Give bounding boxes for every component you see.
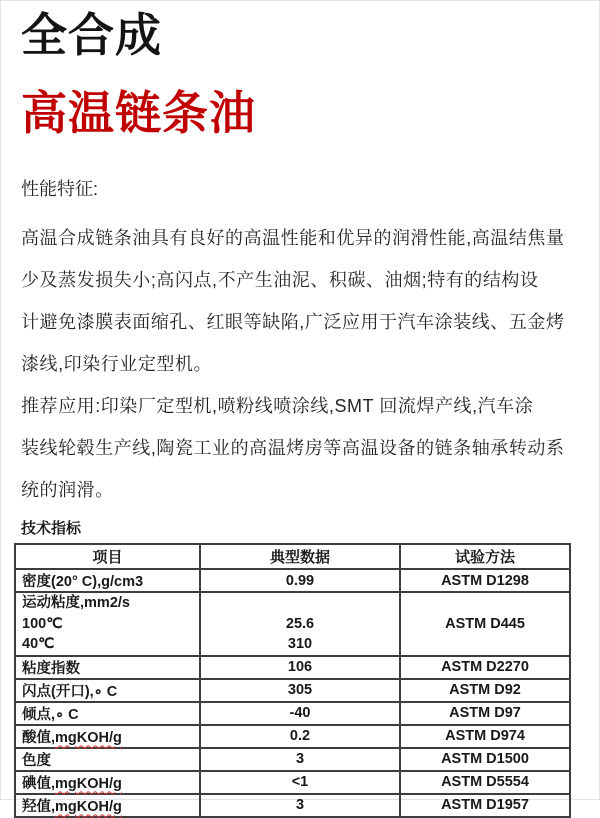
spec-item-text: 酸值, (22, 729, 56, 746)
spec-item-text: 羟值, (22, 798, 56, 815)
paragraph-line: 统的润滑。 (21, 480, 114, 500)
typical-data-cell: 0.2 (200, 725, 400, 748)
cell-line: 25.6 (285, 615, 315, 632)
performance-section-label: 性能特征: (21, 179, 99, 199)
test-method-cell: ASTM D5554 (400, 771, 570, 794)
spec-table-row (15, 794, 570, 817)
spec-table-row (15, 569, 570, 592)
performance-paragraph (21, 217, 579, 385)
cell-line: 100℃ (22, 615, 63, 632)
spec-item-text: 倾点,∘ C (22, 706, 79, 723)
typical-data-cell: 3 (200, 748, 400, 771)
spec-item-cell (15, 569, 200, 592)
product-title-line2: 高温链条油 (21, 87, 256, 139)
column-header-typical-data: 典型数据 (200, 544, 400, 569)
test-method-cell: ASTM D1500 (400, 748, 570, 771)
paragraph-line: 计避免漆膜表面缩孔、红眼等缺陷,广泛应用于汽车涂装线、五金烤 (21, 312, 565, 332)
application-paragraph (21, 385, 579, 511)
typical-data-cell (200, 592, 400, 656)
spec-table-row (15, 656, 570, 679)
paragraph-line: 少及蒸发损失小;高闪点,不产生油泥、积碳、油烟;特有的结构设 (21, 270, 539, 290)
paragraph-line: 推荐应用:印染厂定型机,喷粉线喷涂线,SMT 回流焊产线,汽车涂 (21, 396, 534, 416)
cell-line: ASTM D445 (445, 615, 525, 632)
test-method-cell: ASTM D1298 (400, 569, 570, 592)
spec-item-cell (15, 702, 200, 725)
typical-data-cell: 106 (200, 656, 400, 679)
product-title-line1: 全合成 (21, 9, 162, 61)
typical-data-cell: 0.99 (200, 569, 400, 592)
spec-item-cell (15, 748, 200, 771)
typical-data-cell: -40 (200, 702, 400, 725)
test-method-cell: ASTM D1957 (400, 794, 570, 817)
spec-table-label: 技术指标 (21, 520, 82, 537)
spec-item-cell (15, 679, 200, 702)
test-method-cell: ASTM D97 (400, 702, 570, 725)
spec-item-cell (15, 592, 200, 656)
typical-data-cell: 305 (200, 679, 400, 702)
test-method-cell: ASTM D92 (400, 679, 570, 702)
spec-item-cell (15, 771, 200, 794)
spec-table-header-row (15, 544, 570, 569)
typical-data-cell: 3 (200, 794, 400, 817)
cell-line (401, 634, 569, 655)
test-method-cell (400, 592, 570, 656)
spec-item-text: 粘度指数 (22, 660, 80, 677)
column-header-test-method: 试验方法 (400, 544, 570, 569)
spec-table-row (15, 771, 570, 794)
cell-line (201, 593, 399, 614)
cell-line: 运动粘度,mm2/s (22, 595, 130, 611)
cell-line (401, 593, 569, 614)
spec-item-text: 色度 (22, 752, 51, 769)
spellcheck-underlined-text: mgKOH/g (55, 729, 122, 746)
paragraph-line: 漆线,印染行业定型机。 (21, 354, 213, 374)
typical-data-cell: <1 (200, 771, 400, 794)
spec-item-text: 碘值, (22, 775, 56, 792)
spellcheck-underlined-text: mgKOH/g (55, 798, 122, 815)
paragraph-line: 装线轮毂生产线,陶瓷工业的高温烤房等高温设备的链条轴承转动系 (21, 438, 565, 458)
paragraph-line: 高温合成链条油具有良好的高温性能和优异的润滑性能,高温结焦量 (21, 228, 565, 248)
spellcheck-underlined-text: mgKOH/g (55, 775, 122, 792)
test-method-cell: ASTM D2270 (400, 656, 570, 679)
spec-item-cell (15, 725, 200, 748)
spec-table (14, 543, 571, 818)
spec-table-row (15, 679, 570, 702)
spec-table-row (15, 702, 570, 725)
test-method-cell: ASTM D974 (400, 725, 570, 748)
spec-table-body (15, 569, 570, 817)
spec-table-row (15, 592, 570, 656)
spec-table-row (15, 748, 570, 771)
spec-table-row (15, 725, 570, 748)
spec-item-text: 密度(20° C),g/cm3 (22, 574, 144, 590)
spec-item-text: 闪点(开口),∘ C (22, 683, 118, 700)
cell-line: 40℃ (22, 636, 55, 652)
datasheet-page (1, 1, 599, 818)
spec-item-cell (15, 794, 200, 817)
spec-item-cell (15, 656, 200, 679)
column-header-item: 项目 (15, 544, 200, 569)
cell-line: 310 (287, 636, 313, 652)
